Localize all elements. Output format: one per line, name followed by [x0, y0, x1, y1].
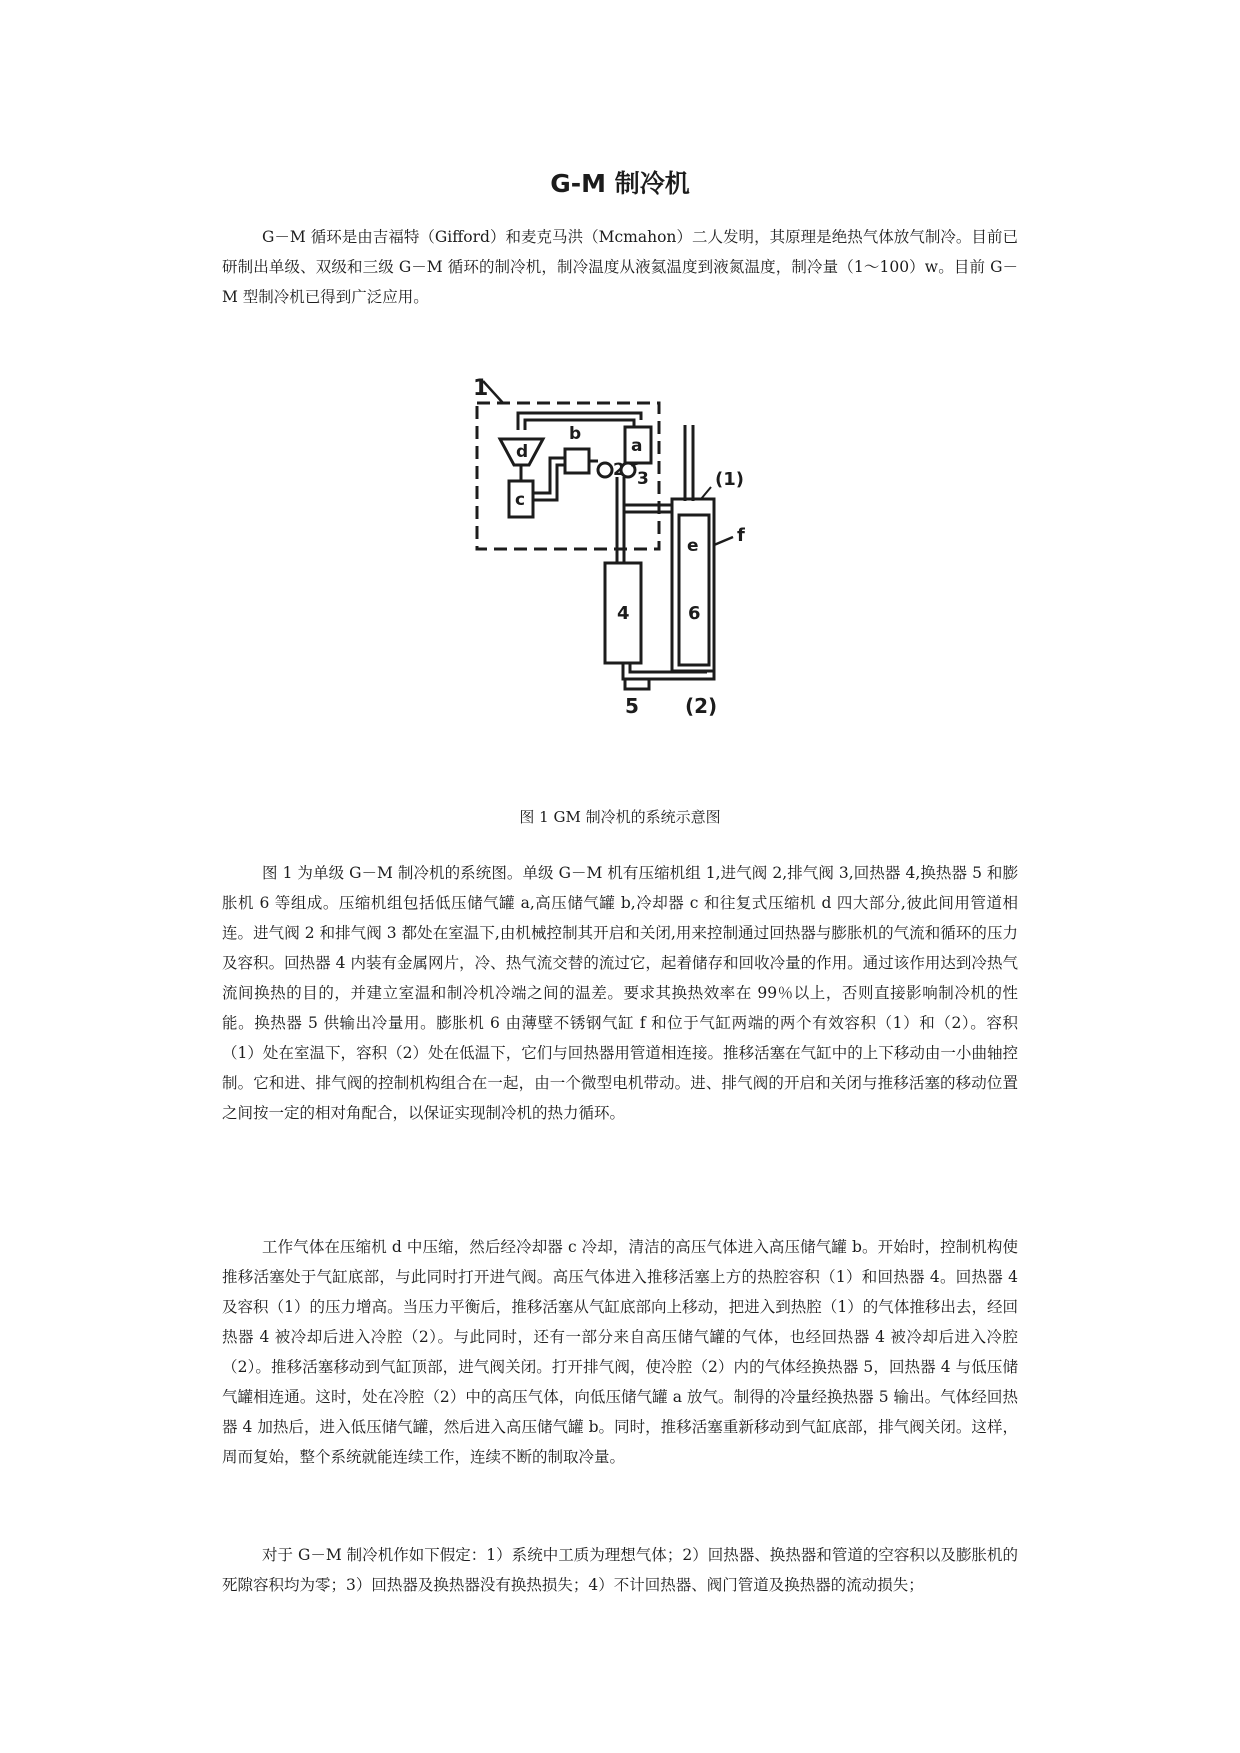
label-unit-1: 1 — [473, 376, 489, 401]
paragraph-assumptions: 对于 G－M 制冷机作如下假定：1）系统中工质为理想气体；2）回热器、换热器和管道的空容积以及膨胀机的死隙容积均为零；3）回热器及换热器没有换热损失；4）不计回热器、阀门管道及换热器的流动损失； — [222, 1546, 1018, 1594]
page-title: G-M 制冷机 — [550, 169, 690, 198]
label-volume-2: (2) — [685, 694, 718, 718]
figure-gm-schematic — [465, 375, 775, 755]
label-e: e — [687, 536, 699, 556]
label-a: a — [631, 436, 643, 456]
pipe-a-to-valve3 — [631, 463, 638, 465]
figure-caption: 图 1 GM 制冷机的系统示意图 — [519, 808, 721, 826]
tank-b — [565, 449, 589, 473]
paragraph-intro: G－M 循环是由吉福特（Gifford）和麦克马洪（Mcmahon）二人发明，其原理是绝热气体放气制冷。目前已研制出单级、双级和三级 G－M 循环的制冷机，制冷温度从液氦温度到液氮温度，制冷量（1～100）w。目前 G－M 型制冷机已得到广泛应用。 — [222, 228, 1018, 306]
paragraph-system-description: 图 1 为单级 G－M 制冷机的系统图。单级 G－M 机有压缩机组 1,进气阀 2,排气阀 3,回热器 4,换热器 5 和膨胀机 6 等组成。压缩机组包括低压储气罐 a,高压储气罐 b,冷却器 c 和往复式压缩机 d 四大部分,彼此间用管道相连。进气阀 2 和排气阀 3 都处在室温下,由机械控制其开启和关闭,用来控制通过回热器与膨胀机的气流和循环的压力及容积。回热器 4 内装有金属网片，冷、热气流交替的流过它，起着储存和回收冷量的作用。通过该作用达到冷热气流间换热的目的，并建立室温和制冷机冷端之间的温差。要求其换热效率在 99％以上，否则直接影响制冷机的性能。换热器 5 供输出冷量用。膨胀机 6 由薄壁不锈钢气缸 f 和位于气缸两端的两个有效容积（1）和（2）。容积（1）处在室温下，容积（2）处在低温下，它们与回热器用管道相连接。推移活塞在气缸中的上下移动由一小曲轴控制。它和进、排气阀的控制机构组合在一起，由一个微型电机带动。进、排气阀的开启和关闭与推移活塞的移动位置之间按一定的相对角配合，以保证实现制冷机的热力循环。 — [222, 864, 1018, 1122]
label-regenerator-4: 4 — [617, 603, 630, 624]
pipe-c-to-b — [533, 458, 565, 493]
label-volume-1: (1) — [715, 469, 744, 490]
paragraph-working-process: 工作气体在压缩机 d 中压缩，然后经冷却器 c 冷却，清洁的高压气体进入高压储气罐 b。开始时，控制机构使推移活塞处于气缸底部，与此同时打开进气阀。高压气体进入推移活塞上方的热腔容积（1）和回热器 4。回热器 4 及容积（1）的压力增高。当压力平衡后，推移活塞从气缸底部向上移动，把进入到热腔（1）的气体推移出去，经回热器 4 被冷却后进入冷腔（2）。与此同时，还有一部分来自高压储气罐的气体，也经回热器 4 被冷却后进入冷腔（2）。推移活塞移动到气缸顶部，进气阀关闭。打开排气阀，使冷腔（2）内的气体经换热器 5，回热器 4 与低压储气罐相连通。这时，处在冷腔（2）中的高压气体，向低压储气罐 a 放气。制得的冷量经换热器 5 输出。气体经回热器 4 加热后，进入低压储气罐，然后进入高压储气罐 b。同时，推移活塞重新移动到气缸底部，排气阀关闭。这样，周而复始，整个系统就能连续工作，连续不断的制取冷量。 — [222, 1238, 1018, 1466]
label-b: b — [569, 424, 582, 444]
label-f: f — [737, 525, 745, 546]
valve-2 — [598, 463, 612, 477]
schematic-diagram — [465, 375, 775, 755]
label-c: c — [515, 490, 526, 510]
heat-exchanger-5 — [625, 679, 649, 689]
label-valve-2: 2 — [613, 460, 625, 480]
label-valve-3: 3 — [637, 469, 649, 489]
label-expander-6: 6 — [688, 603, 701, 624]
label-d: d — [516, 442, 529, 462]
label-heat-exchanger-5: 5 — [625, 694, 639, 718]
cylinder-leader-line — [714, 537, 733, 545]
vol1-leader-line — [701, 487, 711, 499]
